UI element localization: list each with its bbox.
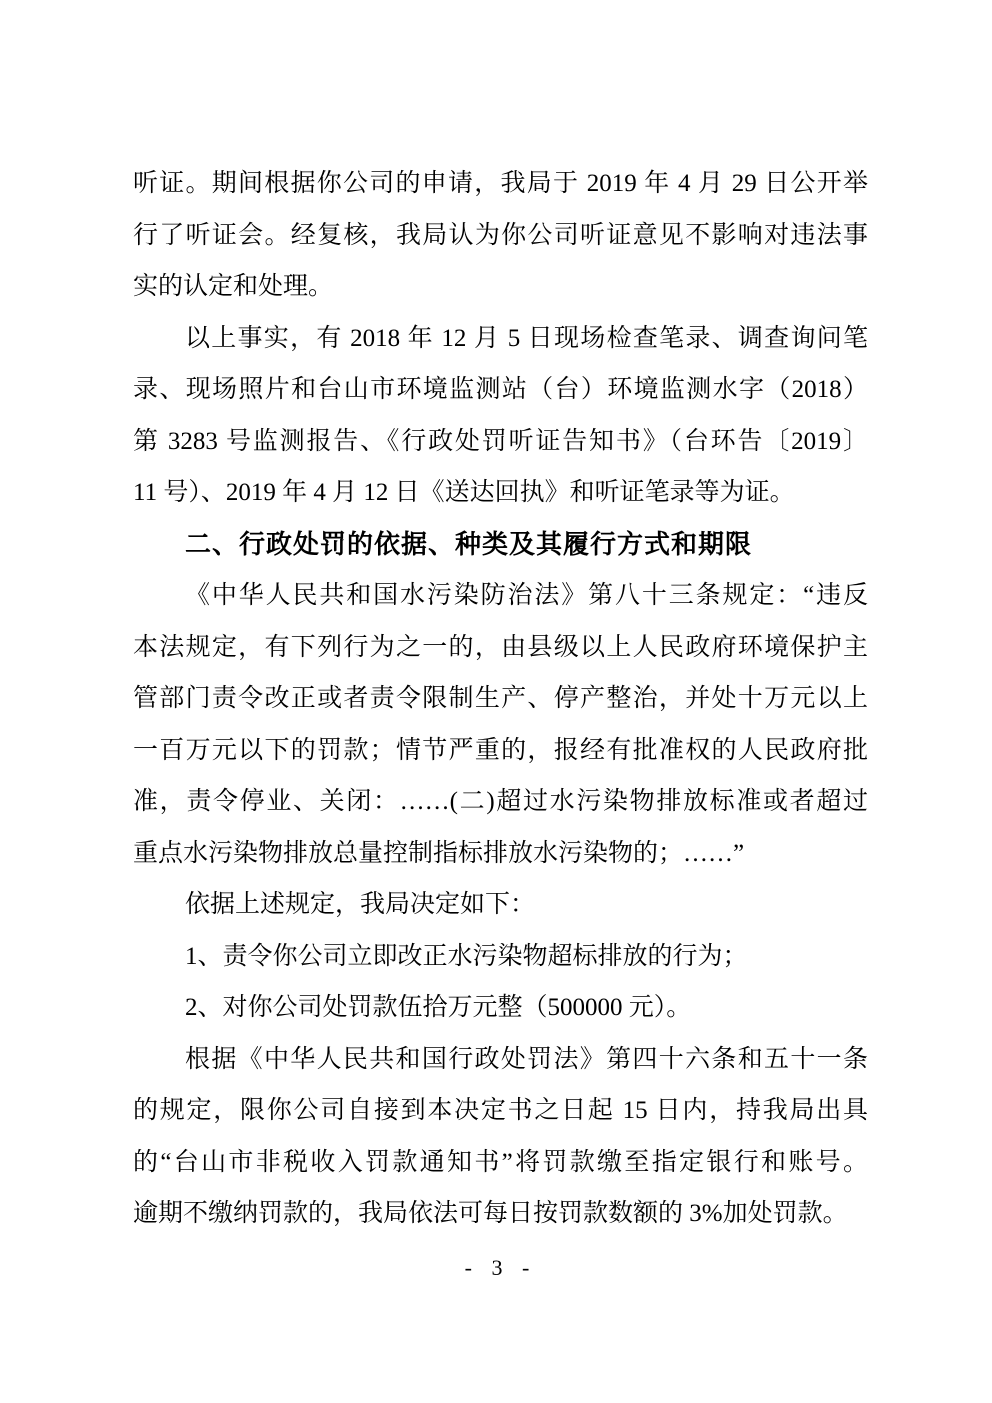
paragraph-evidence-line-1: 以上事实，有 2018 年 12 月 5 日现场检查笔录、调查询问笔 [185,324,868,352]
paragraph-law-line-2: 本法规定，有下列行为之一的，由县级以上人民政府环境保护主 [133,633,868,661]
paragraph-payment-line-2: 的规定，限你公司自接到本决定书之日起 15 日内，持我局出具 [133,1097,868,1124]
paragraph-evidence-line-4: 11 号）、2019 年 4 月 12 日《送达回执》和听证笔录等为证。 [133,479,795,506]
paragraph-payment-line-3: 的“台山市非税收入罚款通知书”将罚款缴至指定银行和账号。 [133,1148,868,1176]
paragraph-decision-intro: 依据上述规定，我局决定如下： [185,891,536,918]
document-body [133,158,868,1240]
paragraph-payment-line-1: 根据《中华人民共和国行政处罚法》第四十六条和五十一条 [185,1045,868,1073]
decision-item-1: 1、责令你公司立即改正水污染物超标排放的行为； [185,942,748,970]
paragraph-law-line-5: 准，责令停业、关闭：……(二)超过水污染物排放标准或者超过 [133,788,868,815]
section-2-heading: 二、行政处罚的依据、种类及其履行方式和期限 [185,528,753,559]
page-number: - 3 - [464,1255,537,1280]
paragraph-law-line-4: 一百万元以下的罚款；情节严重的，报经有批准权的人民政府批 [133,736,868,764]
paragraph-evidence-line-2: 录、现场照片和台山市环境监测站（台）环境监测水字（2018） [133,376,868,403]
paragraph-law-line-3: 管部门责令改正或者责令限制生产、停产整治，并处十万元以上 [133,685,868,712]
paragraph-hearing-line-2: 行了听证会。经复核，我局认为你公司听证意见不影响对违法事 [133,221,868,249]
paragraph-hearing-line-1: 听证。期间根据你公司的申请，我局于 2019 年 4 月 29 日公开举 [133,170,868,197]
paragraph-law-line-6: 重点水污染物排放总量控制指标排放水污染物的；……” [133,839,745,867]
paragraph-payment-line-4: 逾期不缴纳罚款的，我局依法可每日按罚款数额的 3%加处罚款。 [133,1200,848,1227]
decision-item-2: 2、对你公司处罚款伍拾万元整（500000 元）。 [185,994,692,1021]
paragraph-law-line-1: 《中华人民共和国水污染防治法》第八十三条规定：“违反 [185,582,868,609]
paragraph-evidence-line-3: 第 3283 号监测报告、《行政处罚听证告知书》（台环告〔2019〕 [133,427,868,455]
paragraph-hearing-line-3: 实的认定和处理。 [133,273,334,300]
